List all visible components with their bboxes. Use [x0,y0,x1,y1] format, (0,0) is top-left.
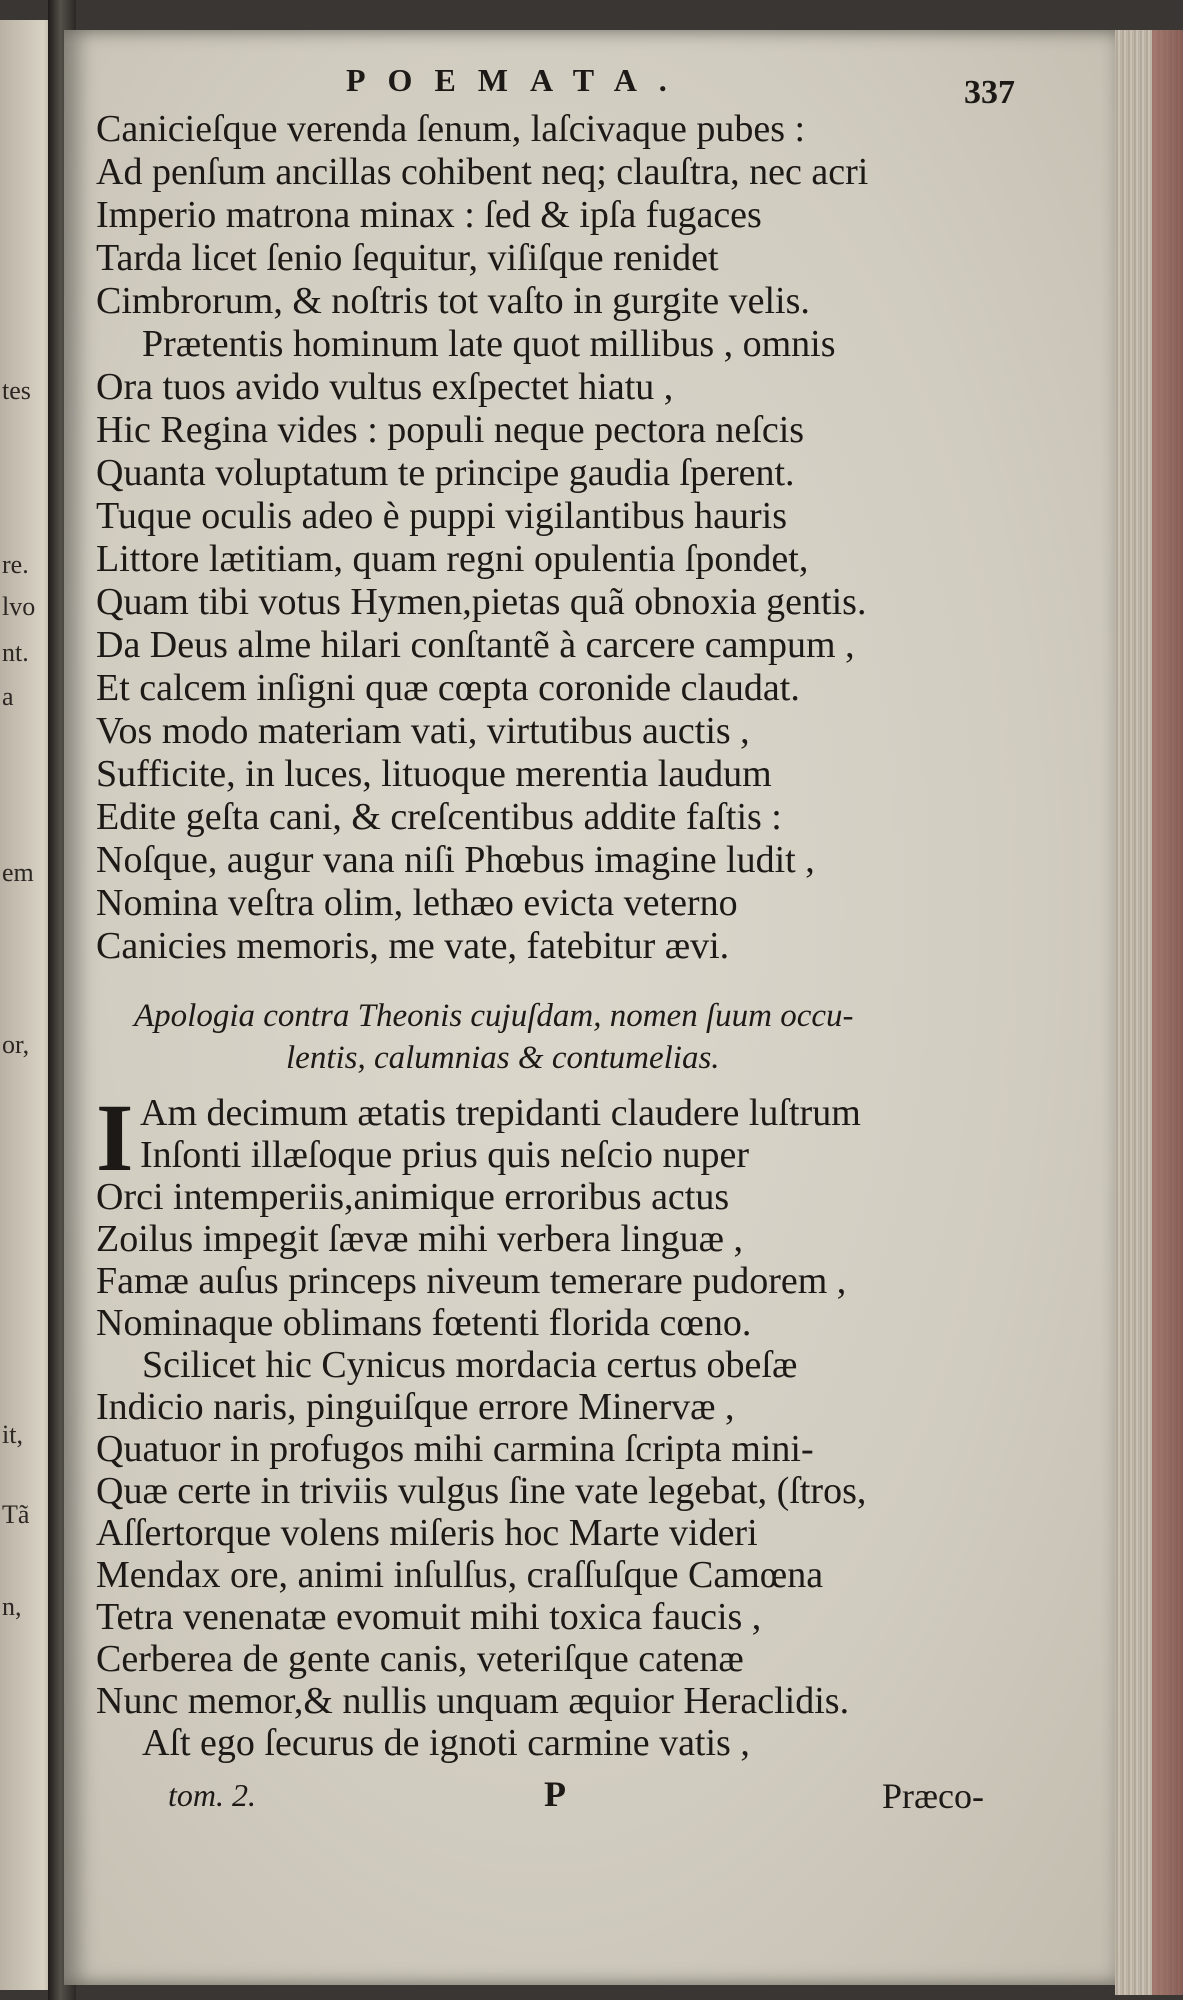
verse-line: Hic Regina vides : populi neque pectora neſcis [96,409,805,451]
verse-line: Vos modo materiam vati, virtutibus auctis , [96,710,750,752]
verse-line: Famæ auſus princeps niveum temerare pudorem , [96,1260,847,1302]
drop-cap: I [96,1084,134,1191]
verse-line: Nomina veſtra olim, lethæo evicta veterno [96,882,738,924]
verse-line: Ad penſum ancillas cohibent neq; clauſtra, nec acri [96,151,869,193]
fragment: or, [2,1030,30,1059]
verse-line: Prætentis hominum late quot millibus , omnis [142,323,836,365]
fragment: n, [2,1592,22,1621]
red-edge-stain [1152,30,1183,1995]
verse-line: Am decimum ætatis trepidanti claudere luſtrum [140,1092,861,1134]
fragment: a [2,682,14,711]
verse-line: Canicieſque verenda ſenum, laſcivaque pubes : [96,108,806,150]
verse-line: Nunc memor,& nullis unquam æquior Heraclidis. [96,1680,850,1722]
verse-line: Sufficite, in luces, lituoque merentia laudum [96,753,772,795]
fragment: nt. [2,638,29,667]
fragment: tes [2,376,31,405]
fragment: re. [2,550,29,579]
signature-mark: P [544,1774,566,1814]
verse-line: Aſſertorque volens miſeris hoc Marte videri [96,1512,758,1554]
verse-line: Da Deus alme hilari conſtantẽ à carcere campum , [96,624,855,666]
verse-line: Scilicet hic Cynicus mordacia certus obeſæ [142,1344,798,1386]
fragment: em [2,858,34,887]
verse-line: Quam tibi votus Hymen,pietas quã obnoxia gentis. [96,581,867,623]
verse-line: Ora tuos avido vultus exſpectet hiatu , [96,366,674,408]
verse-line: Nominaque oblimans fœtenti florida cœno. [96,1302,752,1344]
verse-line: Cerberea de gente canis, veteriſque catenæ [96,1638,744,1680]
verse-line: Imperio matrona minax : ſed & ipſa fugaces [96,194,762,236]
verse-line: Canicies memoris, me vate, fatebitur ævi. [96,925,730,967]
verse-line: Indicio naris, pinguiſque errore Minervæ , [96,1386,735,1428]
verse-line: Littore lætitiam, quam regni opulentia ſpondet, [96,538,809,580]
volume-mark: tom. 2. [168,1777,256,1813]
verse-line: Orci intemperiis,animique erroribus actus [96,1176,730,1218]
verse-line: Inſonti illæſoque prius quis neſcio nuper [140,1134,749,1176]
verse-line: Tuque oculis adeo è puppi vigilantibus hauris [96,495,787,537]
fragment: it, [2,1420,23,1449]
heading-line: lentis, calumnias & contumelias. [286,1040,720,1076]
page-number: 337 [964,74,1015,111]
fragment: lvo [2,592,36,621]
verse-line: Zoilus impegit ſævæ mihi verbera linguæ , [96,1218,744,1260]
verse-line: Tarda licet ſenio ſequitur, viſiſque renidet [96,237,719,279]
verse-line: Mendax ore, animi inſulſus, craſſuſque Camœna [96,1554,824,1596]
verse-line: Noſque, augur vana niſi Phœbus imagine ludit , [96,839,815,881]
running-head: POEMATA. [346,62,689,98]
heading-line: Apologia contra Theonis cujuſdam, nomen ſuum occu- [134,998,854,1034]
verse-line: Aſt ego ſecurus de ignoti carmine vatis , [142,1722,750,1764]
verse-line: Quatuor in profugos mihi carmina ſcripta mini- [96,1428,814,1470]
verse-line: Et calcem inſigni quæ cœpta coronide claudat. [96,667,800,709]
verse-line: Cimbrorum, & noſtris tot vaſto in gurgite velis. [96,280,810,322]
verse-line: Edite geſta cani, & creſcentibus addite faſtis : [96,796,782,838]
facing-page-fragments [0,20,48,1990]
catchword: Præco- [882,1776,984,1816]
verse-line: Quæ certe in triviis vulgus ſine vate legebat, (ſtros, [96,1470,867,1512]
verse-line: Quanta voluptatum te principe gaudia ſperent. [96,452,795,494]
fragment: Tã [2,1500,30,1529]
verse-line: Tetra venenatæ evomuit mihi toxica faucis , [96,1596,762,1638]
